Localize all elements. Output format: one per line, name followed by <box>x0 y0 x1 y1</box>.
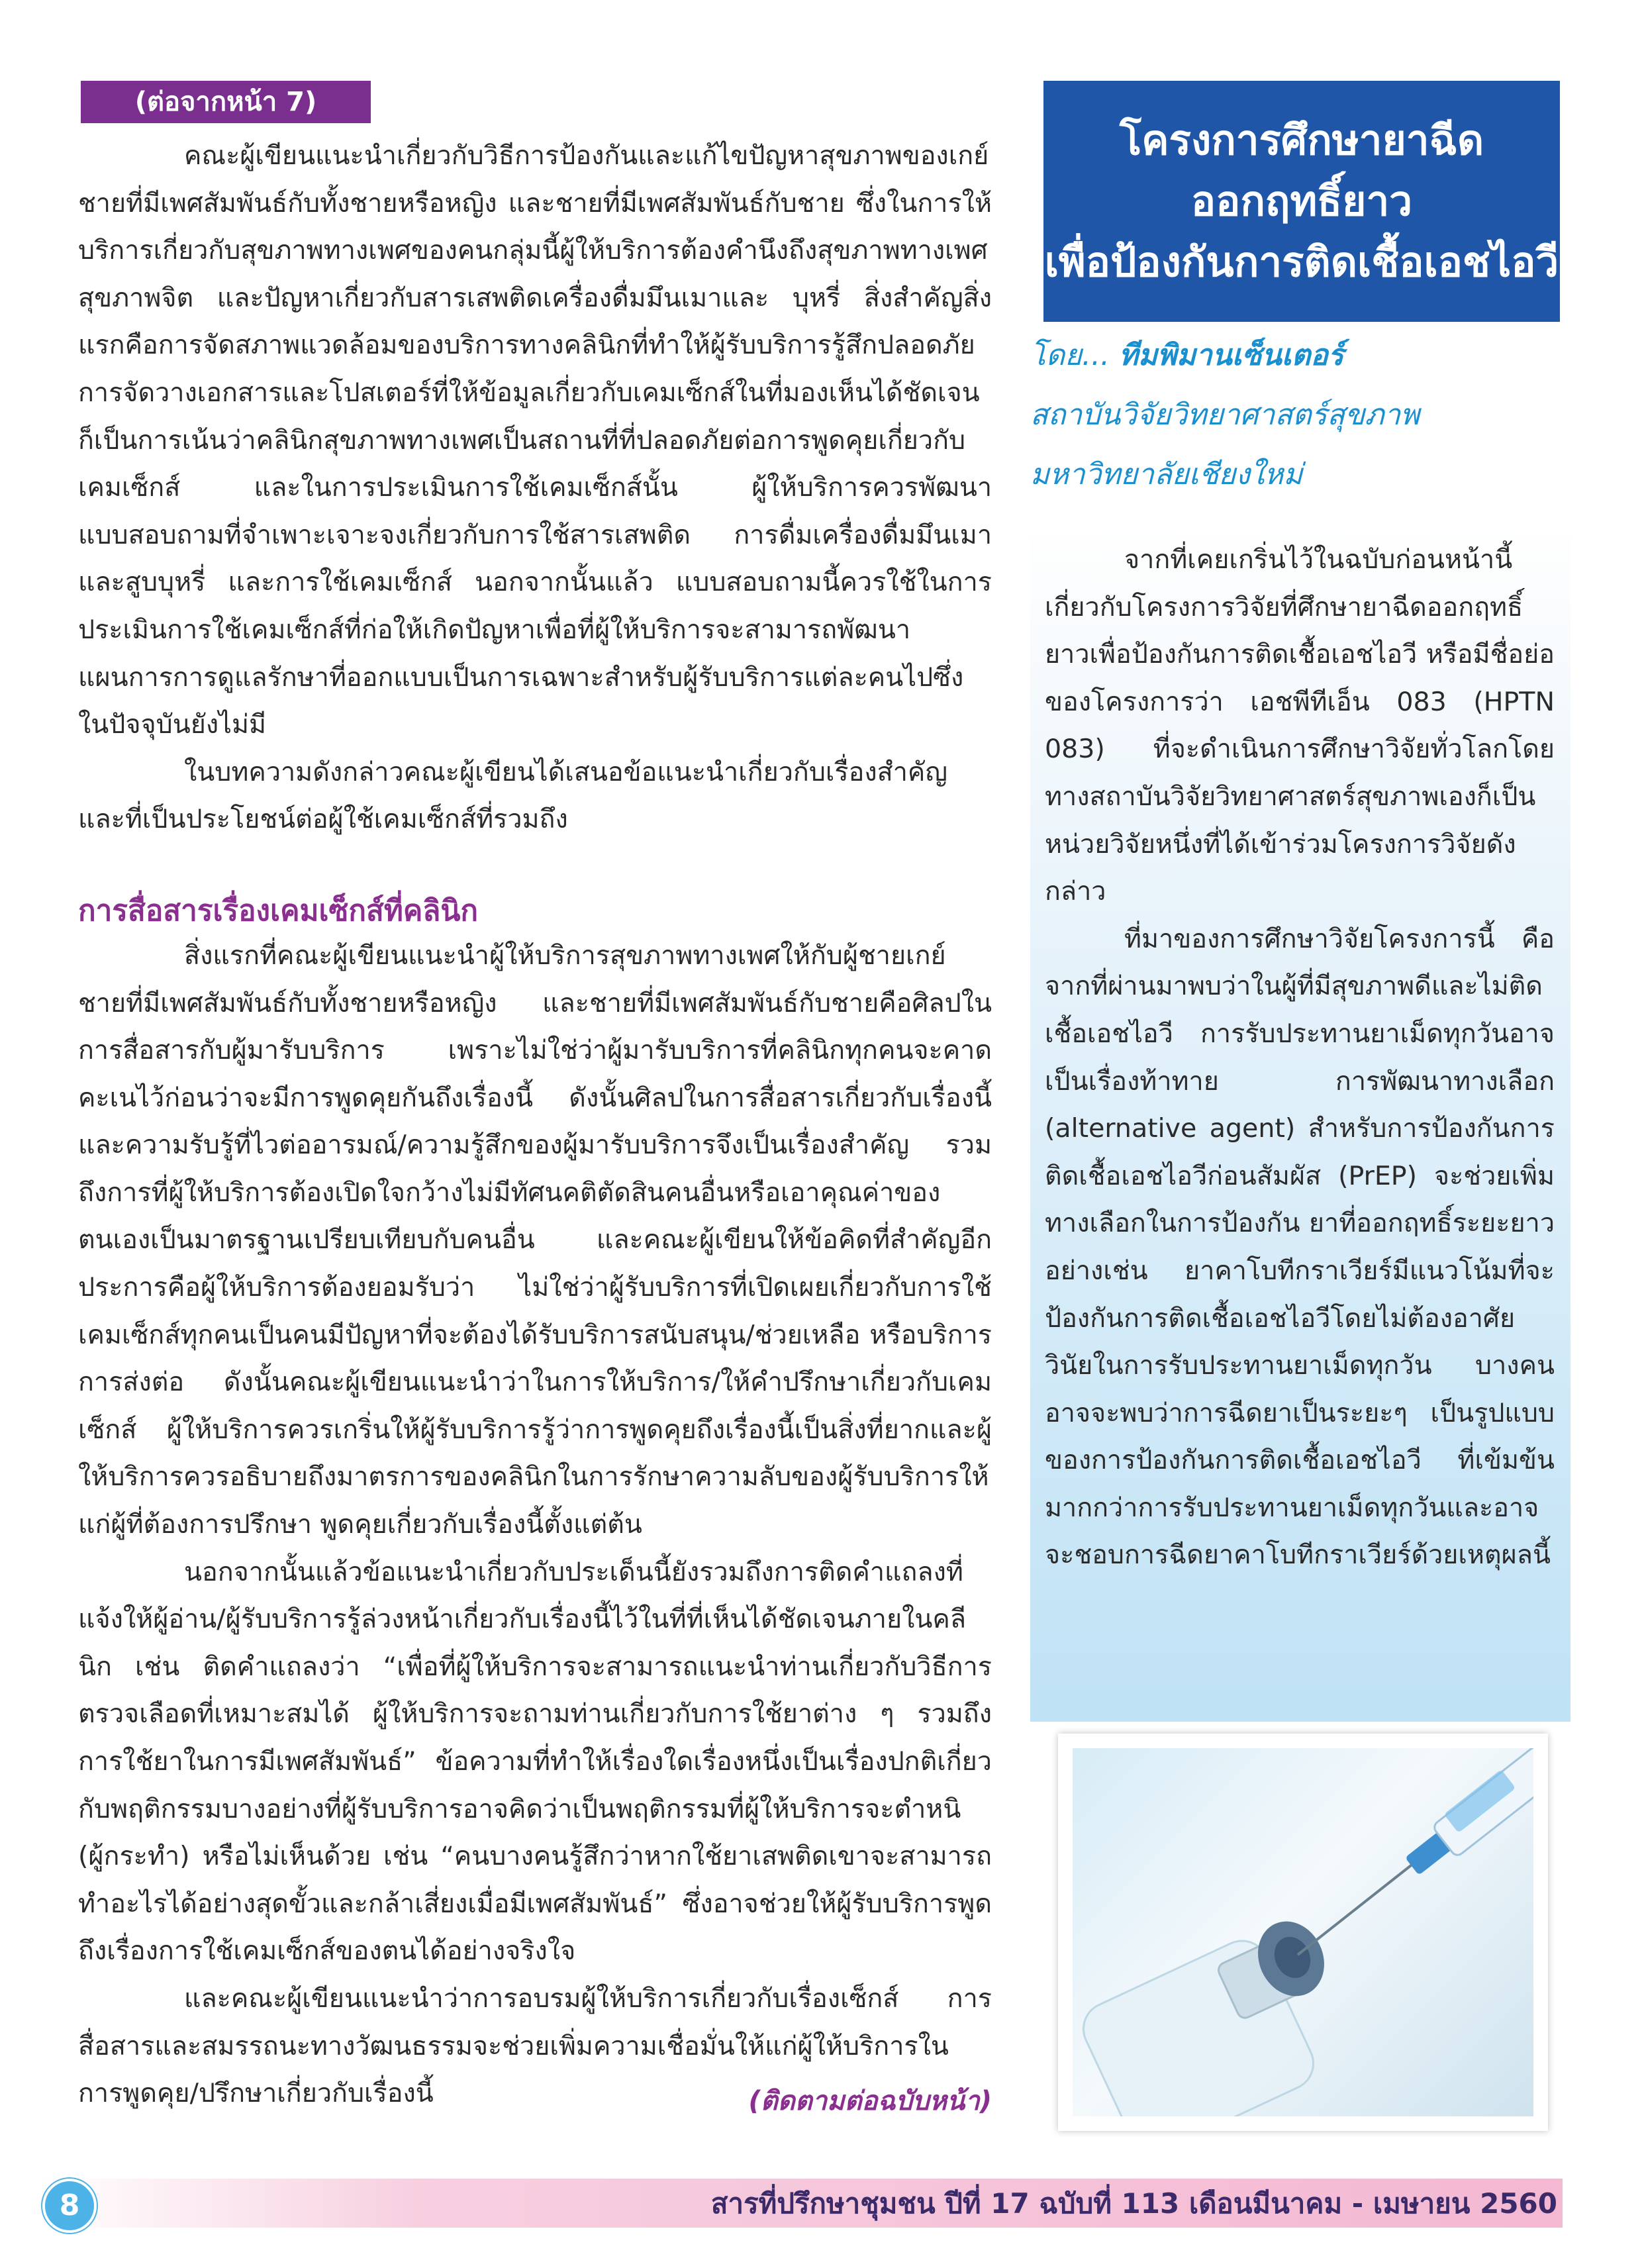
section-paragraph-3: และคณะผู้เขียนแนะนำว่าการอบรมผู้ให้บริการเกี่ยวกับเรื่องเซ็กส์ การสื่อสารและสมรรถนะทางวัฒนธรรมจะช่วยเพิ่มความเชื่อมั่นให้แก่ผู้ให้บริการในการพูดคุย/ปรึกษาเกี่ยวกับเรื่องนี้ <box>78 1983 992 2109</box>
sidebar-paragraph-2: ที่มาของการศึกษาวิจัยโครงการนี้ คือ จากที่ผ่านมาพบว่าในผู้ที่มีสุขภาพดีและไม่ติดเชื้อเอชไอวี การรับประทานยาเม็ดทุกวันอาจเป็นเรื่องท้าทาย การพัฒนาทางเลือก (alternative agent) สำหรับการป้องกันการติดเชื้อเอชไอวีก่อนสัมผัส (PrEP) จะช่วยเพิ่มทางเลือกในการป้องกัน ยาที่ออกฤทธิ์ระยะยาว อย่างเช่น ยาคาโบทีกราเวียร์มีแนวโน้มที่จะป้องกันการติดเชื้อเอชไอวีโดยไม่ต้องอาศัยวินัยในการรับประทานยาเม็ดทุกวัน บางคนอาจจะพบว่าการฉีดยาเป็นระยะๆ เป็นรูปแบบของการป้องกันการติดเชื้อเอชไอวี ที่เข้มข้นมากกว่าการรับประทานยาเม็ดทุกวันและอาจจะชอบการฉีดยาคาโบทีกราเวียร์ด้วยเหตุผลนี้ <box>1045 923 1555 1571</box>
main-article <box>78 132 992 2118</box>
byline-name: ทีมพิมานเซ็นเตอร์ <box>1118 338 1344 372</box>
section-paragraph-1: สิ่งแรกที่คณะผู้เขียนแนะนำผู้ให้บริการสุขภาพทางเพศให้กับผู้ชายเกย์ชายที่มีเพศสัมพันธ์กับทั้งชายหรือหญิง และชายที่มีเพศสัมพันธ์กับชายคือศิลปในการสื่อสารกับผู้มารับบริการ เพราะไม่ใช่ว่าผู้มารับบริการที่คลินิกทุกคนจะคาดคะเนไว้ก่อนว่าจะมีการพูดคุยกันถึงเรื่องนี้ ดังนั้นศิลปในการสื่อสารเกี่ยวกับเรื่องนี้และความรับรู้ที่ไวต่ออารมณ์/ความรู้สึกของผู้มารับบริการจึงเป็นเรื่องสำคัญ รวมถึงการที่ผู้ให้บริการต้องเปิดใจกว้างไม่มีทัศนคติตัดสินคนอื่นหรือเอาคุณค่าของตนเองเป็นมาตรฐานเปรียบเทียบกับคนอื่น และคณะผู้เขียนให้ข้อคิดที่สำคัญอีกประการคือผู้ให้บริการต้องยอมรับว่า ไม่ใช่ว่าผู้รับบริการที่เปิดเผยเกี่ยวกับการใช้เคมเซ็กส์ทุกคนเป็นคนมีปัญหาที่จะต้องได้รับบริการสนับสนุน/ช่วยเหลือ หรือบริการการส่งต่อ ดังนั้นคณะผู้เขียนแนะนำว่าในการให้บริการ/ให้คำปรึกษาเกี่ยวกับเคมเซ็กส์ ผู้ให้บริการควรเกริ่นให้ผู้รับบริการรู้ว่าการพูดคุยถึงเรื่องนี้เป็นสิ่งที่ยากและผู้ให้บริการควรอธิบายถึงมาตรการของคลินิกในการรักษาความลับของผู้รับบริการให้แก่ผู้ที่ต้องการปรึกษา พูดคุยเกี่ยวกับเรื่องนี้ตั้งแต่ต้น <box>78 940 992 1540</box>
sidebar-title-box <box>1043 81 1560 322</box>
page-number: 8 <box>42 2179 97 2233</box>
continued-next-issue-note: (ติดตามต่อฉบับหน้า) <box>748 2086 992 2116</box>
footer-publication-info: สารที่ปรึกษาชุมชน ปีที่ 17 ฉบับที่ 113 เดือนมีนาคม - เมษายน 2560 <box>710 2187 1557 2220</box>
byline <box>1030 326 1573 505</box>
byline-org-2: มหาวิทยาลัยเชียงใหม่ <box>1030 458 1303 491</box>
syringe-vial-icon <box>1073 1748 1533 2116</box>
continued-from-badge: (ต่อจากหน้า 7) <box>81 81 371 123</box>
byline-prefix: โดย... <box>1030 338 1119 372</box>
sidebar-article <box>1045 536 1555 1579</box>
sidebar-paragraph-1: จากที่เคยเกริ่นไว้ในฉบับก่อนหน้านี้ เกี่ยวกับโครงการวิจัยที่ศึกษายาฉีดออกฤทธิ์ยาวเพื่อป้องกันการติดเชื้อเอชไอวี หรือมีชื่อย่อของโครงการว่า เอชพีทีเอ็น 083 (HPTN 083) ที่จะดำเนินการศึกษาวิจัยทั่วโลกโดยทางสถาบันวิจัยวิทยาศาสตร์สุขภาพเองก็เป็นหน่วยวิจัยหนึ่งที่ได้เข้าร่วมโครงการวิจัยดังกล่าว <box>1045 544 1555 907</box>
syringe-photo-frame <box>1058 1734 1548 2131</box>
sidebar-title-line-1: โครงการศึกษายาฉีด <box>1119 116 1484 164</box>
sidebar-title-line-3: เพื่อป้องกันการติดเชื้อเอชไอวี <box>1044 238 1559 286</box>
byline-org-1: สถาบันวิจัยวิทยาศาสตร์สุขภาพ <box>1030 398 1420 432</box>
byline-author <box>1030 326 1573 385</box>
section-heading: การสื่อสารเรื่องเคมเซ็กส์ที่คลินิก <box>78 893 479 928</box>
section-paragraph-2: นอกจากนั้นแล้วข้อแนะนำเกี่ยวกับประเด็นนี้ยังรวมถึงการติดคำแถลงที่แจ้งให้ผู้อ่าน/ผู้รับบริการรู้ล่วงหน้าเกี่ยวกับเรื่องนี้ไว้ในที่ที่เห็นได้ชัดเจนภายในคลีนิก เช่น ติดคำแถลงว่า “เพื่อที่ผู้ให้บริการจะสามารถแนะนำท่านเกี่ยวกับวิธีการตรวจเลือดที่เหมาะสมได้ ผู้ให้บริการจะถามท่านเกี่ยวกับการใช้ยาต่าง ๆ รวมถึงการใช้ยาในการมีเพศสัมพันธ์” ข้อความที่ทำให้เรื่องใดเรื่องหนึ่งเป็นเรื่องปกติเกี่ยวกับพฤติกรรมบางอย่างที่ผู้รับบริการอาจคิดว่าเป็นพฤติกรรมที่ผู้ให้บริการจะตำหนิ (ผู้กระทำ) หรือไม่เห็นด้วย เช่น “คนบางคนรู้สึกว่าหากใช้ยาเสพติดเขาจะสามารถทำอะไรได้อย่างสุดขั้วและกล้าเสี่ยงเมื่อมีเพศสัมพันธ์” ซึ่งอาจช่วยให้ผู้รับบริการพูดถึงเรื่องการใช้เคมเซ็กส์ของตนได้อย่างจริงใจ <box>78 1556 992 1967</box>
intro-paragraph-1: คณะผู้เขียนแนะนำเกี่ยวกับวิธีการป้องกันและแก้ไขปัญหาสุขภาพของเกย์ชายที่มีเพศสัมพันธ์กับทั้งชายหรือหญิง และชายที่มีเพศสัมพันธ์กับชาย ซึ่งในการให้ บริการเกี่ยวกับสุขภาพทางเพศของคนกลุ่มนี้ผู้ให้บริการต้องคำนึงถึงสุขภาพทางเพศสุขภาพจิต และปัญหาเกี่ยวกับสารเสพติดเครื่องดื่มมึนเมาและ บุหรี่ สิ่งสำคัญสิ่งแรกคือการจัดสภาพแวดล้อมของบริการทางคลินิกที่ทำให้ผู้รับบริการรู้สึกปลอดภัย การจัดวางเอกสารและโปสเตอร์ที่ให้ข้อมูลเกี่ยวกับเคมเซ็กส์ในที่มองเห็นได้ชัดเจน ก็เป็นการเน้นว่าคลินิกสุขภาพทางเพศเป็นสถานที่ที่ปลอดภัยต่อการพูดคุยเกี่ยวกับเคมเซ็กส์ และในการประเมินการใช้เคมเซ็กส์นั้น ผู้ให้บริการควรพัฒนาแบบสอบถามที่จำเพาะเจาะจงเกี่ยวกับการใช้สารเสพติด การดื่มเครื่องดื่มมึนเมาและสูบบุหรี่ และการใช้เคมเซ็กส์ นอกจากนั้นแล้ว แบบสอบถามนี้ควรใช้ในการประเมินการใช้เคมเซ็กส์ที่ก่อให้เกิดปัญหาเพื่อที่ผู้ให้บริการจะสามารถพัฒนาแผนการการดูแลรักษาที่ออกแบบเป็นการเฉพาะสำหรับผู้รับบริการแต่ละคนไปซึ่งในปัจจุบันยังไม่มี <box>78 140 992 740</box>
intro-paragraph-2: ในบทความดังกล่าวคณะผู้เขียนได้เสนอข้อแนะนำเกี่ยวกับเรื่องสำคัญและที่เป็นประโยชน์ต่อผู้ใช้เคมเซ็กส์ที่รวมถึง <box>78 756 947 835</box>
sidebar-title-line-2: ออกฤทธิ์ยาว <box>1190 177 1413 225</box>
